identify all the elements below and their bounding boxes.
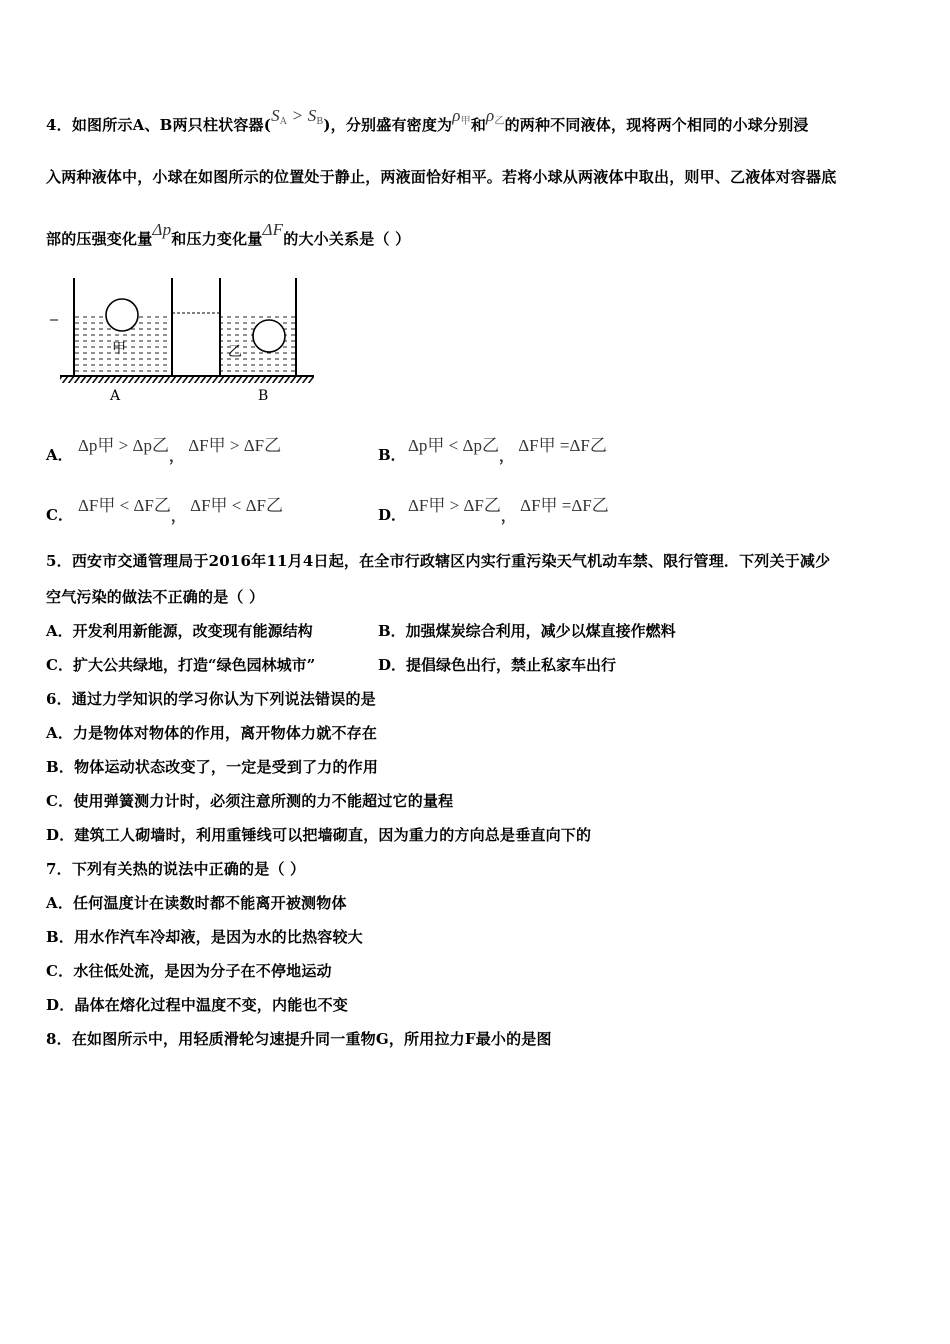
q4-option-a-label: A． xyxy=(46,446,73,464)
q7-option-c: C．水往低处流，是因为分子在不停地运动 xyxy=(46,962,332,980)
q4-containers-figure xyxy=(50,272,320,406)
q4-delta-f: ΔF xyxy=(262,220,284,239)
q6-option-c: C．使用弹簧测力计时，必须注意所测的力不能超过它的量程 xyxy=(46,792,454,810)
q4-option-a-formula: Δp甲 > Δp乙， ΔF甲 > ΔF乙 xyxy=(78,436,282,465)
label-jia: 甲 xyxy=(112,341,126,357)
label-b: B xyxy=(258,388,269,404)
q5-option-b: B．加强煤炭综合利用，减少以煤直接作燃料 xyxy=(378,622,676,640)
q5-line1: 5．西安市交通管理局于2016年11月4日起，在全市行政辖区内实行重污染天气机动车禁、限行管理．下列关于减少 xyxy=(46,552,831,570)
q7-stem: 7．下列有关热的说法中正确的是（ ） xyxy=(46,860,306,878)
q7-option-b: B．用水作汽车冷却液，是因为水的比热容较大 xyxy=(46,928,363,946)
q4-line3: 部的压强变化量Δp和压力变化量ΔF的大小关系是（ ） xyxy=(46,220,411,248)
q8-stem: 8．在如图所示中，用轻质滑轮匀速提升同一重物G，所用拉力F最小的是图 xyxy=(46,1030,552,1048)
q6-stem: 6．通过力学知识的学习你认为下列说法错误的是 xyxy=(46,690,376,708)
label-a: A xyxy=(110,388,121,404)
q4-line1: 4．如图所示A、B两只柱状容器$(S_A > S_B)$，分别盛有密度为$\rho_甲$和$\rho_乙$的两种不同液体，现将两个相同的小球分别浸 xyxy=(46,106,809,134)
ground-hatch xyxy=(60,377,314,383)
q4-rho-yi: $\rho_乙$ xyxy=(486,106,505,127)
q4-option-d-label: D． xyxy=(378,506,407,524)
q7-option-d: D．晶体在熔化过程中温度不变，内能也不变 xyxy=(46,996,349,1014)
label-yi: 乙 xyxy=(228,344,242,360)
q4-rho-jia: $\rho_甲$ xyxy=(452,106,471,127)
q4-option-c-label: C． xyxy=(46,506,73,524)
ball-b xyxy=(253,320,285,352)
q4-area-inequality: $S_A > S_B$ xyxy=(271,106,324,127)
q7-option-a: A．任何温度计在读数时都不能离开被测物体 xyxy=(46,894,347,912)
q6-option-d: D．建筑工人砌墙时，利用重锤线可以把墙砌直，因为重力的方向总是垂直向下的 xyxy=(46,826,592,844)
q6-option-b: B．物体运动状态改变了，一定是受到了力的作用 xyxy=(46,758,379,776)
q6-option-a: A．力是物体对物体的作用，离开物体力就不存在 xyxy=(46,724,378,742)
q5-option-c: C．扩大公共绿地，打造“绿色园林城市” xyxy=(46,656,316,674)
q4-option-b-label: B． xyxy=(378,446,406,464)
q4-option-c-formula: ΔF甲 < ΔF乙， ΔF甲 < ΔF乙 xyxy=(78,496,284,525)
q4-option-d-formula: ΔF甲 > ΔF乙， ΔF甲 =ΔF乙 xyxy=(408,496,609,525)
q4-line2: 入两种液体中，小球在如图所示的位置处于静止，两液面恰好相平。若将小球从两液体中取出，则甲、乙液体对容器底 xyxy=(46,168,837,186)
q5-line2: 空气污染的做法不正确的是（ ） xyxy=(46,588,265,606)
q4-delta-p: Δp xyxy=(152,220,172,239)
q5-option-a: A．开发利用新能源，改变现有能源结构 xyxy=(46,622,313,640)
q5-option-d: D．提倡绿色出行，禁止私家车出行 xyxy=(378,656,617,674)
q4-option-b-formula: Δp甲 < Δp乙， ΔF甲 =ΔF乙 xyxy=(408,436,607,465)
ball-a xyxy=(106,299,138,331)
